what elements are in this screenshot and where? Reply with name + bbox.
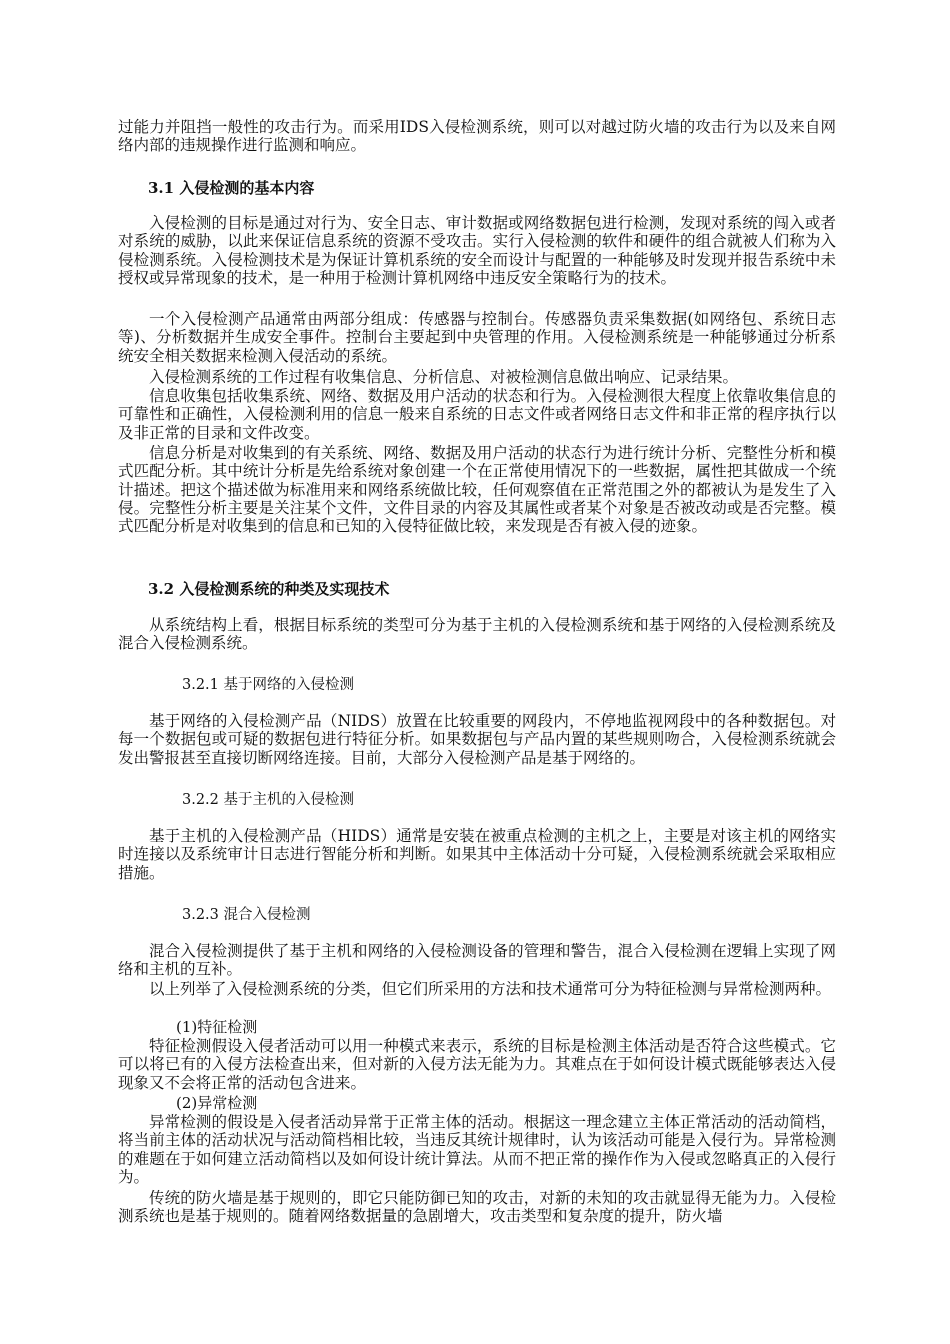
heading-3-2: 3.2 入侵检测系统的种类及实现技术 xyxy=(148,580,390,598)
paragraph-sensor-console: 一个入侵检测产品通常由两部分组成：传感器与控制台。传感器负责采集数据(如网络包、系统日志等)、分析数据并生成安全事件。控制台主要起到中央管理的作用。入侵检测系统是一种能够通过分析系统安全相关数据来检测入侵活动的系统。 xyxy=(118,310,836,365)
heading-3-2-3: 3.2.3 混合入侵检测 xyxy=(182,907,311,923)
paragraph-ids-intro: 过能力并阻挡一般性的攻击行为。而采用IDS入侵检测系统，则可以对越过防火墙的攻击行为以及来自网络内部的违规操作进行监测和响应。 xyxy=(118,118,836,155)
heading-3-1: 3.1 入侵检测的基本内容 xyxy=(148,179,315,197)
paragraph-anomaly-detection: 异常检测的假设是入侵者活动异常于正常主体的活动。根据这一理念建立主体正常活动的活动简档，将当前主体的活动状况与活动简档相比较，当违反其统计规律时，认为该活动可能是入侵行为。异常检测的难题在于如何建立活动简档以及如何设计统计算法。从而不把正常的操作作为入侵或忽略真正的入侵行为。 xyxy=(118,1113,836,1186)
heading-3-2-1: 3.2.1 基于网络的入侵检测 xyxy=(182,677,355,693)
item-anomaly-detection: (2)异常检测 xyxy=(176,1094,258,1112)
heading-3-2-2: 3.2.2 基于主机的入侵检测 xyxy=(182,792,355,808)
paragraph-work-process: 入侵检测系统的工作过程有收集信息、分析信息、对被检测信息做出响应、记录结果。 xyxy=(149,368,739,386)
paragraph-info-collection: 信息收集包括收集系统、网络、数据及用户活动的状态和行为。入侵检测很大程度上依靠收集信息的可靠性和正确性，入侵检测利用的信息一般来自系统的日志文件或者网络日志文件和非正常的程序执行以及非正常的目录和文件改变。 xyxy=(118,387,836,442)
paragraph-hids: 基于主机的入侵检测产品（HIDS）通常是安装在被重点检测的主机之上，主要是对该主机的网络实时连接以及系统审计日志进行智能分析和判断。如果其中主体活动十分可疑，入侵检测系统就会采取相应措施。 xyxy=(118,827,836,882)
item-signature-detection: (1)特征检测 xyxy=(176,1018,258,1036)
paragraph-info-analysis: 信息分析是对收集到的有关系统、网络、数据及用户活动的状态行为进行统计分析、完整性分析和模式匹配分析。其中统计分析是先给系统对象创建一个在正常使用情况下的一些数据，属性把其做成一个统计描述。把这个描述做为标准用来和网络系统做比较，任何观察值在正常范围之外的都被认为是发生了入侵。完整性分析主要是关注某个文件，文件目录的内容及其属性或者某个对象是否被改动或是否完整。模式匹配分析是对收集到的信息和已知的入侵特征做比较，来发现是否有被入侵的迹象。 xyxy=(118,444,836,536)
paragraph-classification: 以上列举了入侵检测系统的分类，但它们所采用的方法和技术通常可分为特征检测与异常检测两种。 xyxy=(149,980,832,998)
paragraph-firewall-rules: 传统的防火墙是基于规则的，即它只能防御已知的攻击，对新的未知的攻击就显得无能为力。入侵检测系统也是基于规则的。随着网络数据量的急剧增大，攻击类型和复杂度的提升，防火墙 xyxy=(118,1189,836,1226)
paragraph-nids: 基于网络的入侵检测产品（NIDS）放置在比较重要的网段内，不停地监视网段中的各种数据包。对每一个数据包或可疑的数据包进行特征分析。如果数据包与产品内置的某些规则吻合，入侵检测系统就会发出警报甚至直接切断网络连接。目前，大部分入侵检测产品是基于网络的。 xyxy=(118,712,836,767)
paragraph-hybrid: 混合入侵检测提供了基于主机和网络的入侵检测设备的管理和警告，混合入侵检测在逻辑上实现了网络和主机的互补。 xyxy=(118,942,836,979)
paragraph-system-structure: 从系统结构上看，根据目标系统的类型可分为基于主机的入侵检测系统和基于网络的入侵检测系统及混合入侵检测系统。 xyxy=(118,616,836,653)
paragraph-signature-detection: 特征检测假设入侵者活动可以用一种模式来表示，系统的目标是检测主体活动是否符合这些模式。它可以将已有的入侵方法检查出来，但对新的入侵方法无能为力。其难点在于如何设计模式既能够表达入侵现象又不会将正常的活动包含进来。 xyxy=(118,1037,836,1092)
paragraph-detection-goal: 入侵检测的目标是通过对行为、安全日志、审计数据或网络数据包进行检测，发现对系统的闯入或者对系统的威胁，以此来保证信息系统的资源不受攻击。实行入侵检测的软件和硬件的组合就被人们称为入侵检测系统。入侵检测技术是为保证计算机系统的安全而设计与配置的一种能够及时发现并报告系统中未授权或异常现象的技术，是一种用于检测计算机网络中违反安全策略行为的技术。 xyxy=(118,214,836,287)
